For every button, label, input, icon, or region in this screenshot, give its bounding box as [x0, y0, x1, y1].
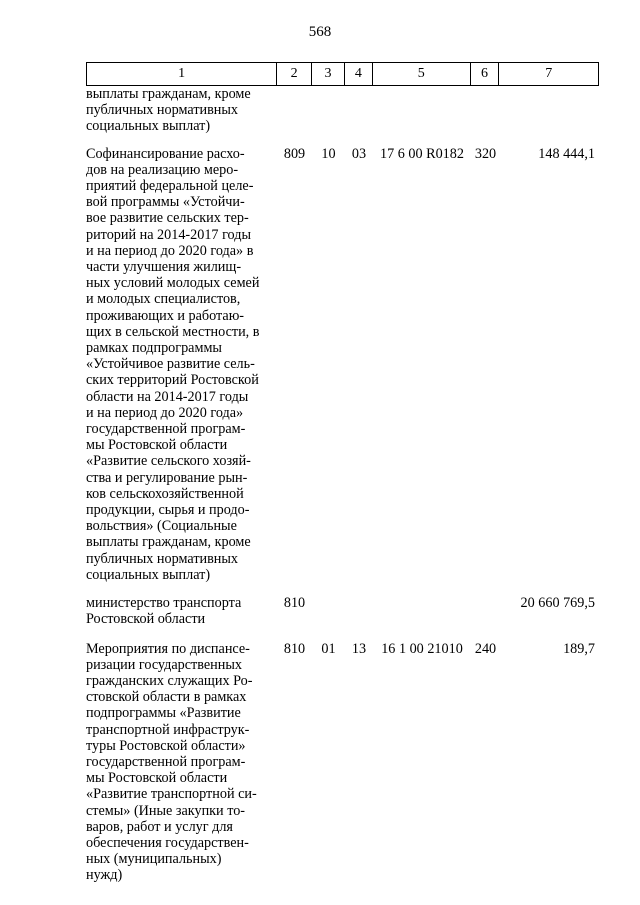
table-body [86, 86, 599, 884]
description-line: обеспечения государствен- [86, 834, 249, 851]
cell-c2: 810 [283, 595, 306, 612]
description-line: туры Ростовской области» [86, 737, 246, 754]
row-description [86, 595, 277, 627]
description-line: приятий федеральной целе- [86, 178, 254, 195]
description-line: риторий на 2014-2017 годы [86, 226, 251, 243]
description-line: социальных выплат) [86, 118, 211, 135]
description-line: и на период до 2020 года» в [86, 242, 254, 259]
description-line: транспортной инфраструк- [86, 721, 250, 738]
description-line: вольствия» (Социальные [86, 518, 237, 535]
cell-c6: 240 [474, 640, 497, 657]
description-line: и молодых специалистов, [86, 291, 241, 308]
row-description [86, 146, 277, 583]
description-line: вое развитие сельских тер- [86, 210, 249, 227]
header-cell: 4 [345, 63, 373, 85]
description-line: дов на реализацию меро- [86, 161, 239, 178]
table-row [86, 146, 599, 583]
cell-c2 [277, 86, 312, 135]
cell-c4: 03 [351, 145, 367, 162]
description-line: Ростовской области [86, 611, 206, 628]
table-header [86, 62, 599, 86]
header-cell: 7 [545, 66, 553, 81]
description-line: ских территорий Ростовской [86, 372, 259, 389]
cell-c6 [471, 86, 500, 135]
description-line: нужд) [86, 867, 123, 884]
description-line: части улучшения жилищ- [86, 259, 242, 276]
description-line: министерство транспорта [86, 595, 242, 612]
description-line: Мероприятия по диспансе- [86, 640, 250, 657]
description-line: ков сельскохозяйственной [86, 485, 244, 502]
description-line: публичных нормативных [86, 550, 239, 567]
description-line: социальных выплат) [86, 566, 211, 583]
cell-c2: 809 [283, 145, 306, 162]
row-description [86, 641, 277, 884]
description-line: стемы» (Иные закупки то- [86, 802, 246, 819]
cell-c5: 17 6 00 R0182 [380, 145, 464, 162]
description-line: продукции, сырья и продо- [86, 502, 250, 519]
description-line: «Развитие сельского хозяй- [86, 453, 251, 470]
description-line: стовской области в рамках [86, 689, 247, 706]
description-line: и на период до 2020 года» [86, 404, 244, 421]
description-line: гражданских служащих Ро- [86, 672, 253, 689]
cell-c7 [500, 86, 599, 135]
description-line: ных (муниципальных) [86, 851, 222, 868]
description-line: Софинансирование расхо- [86, 145, 245, 162]
cell-c2: 810 [283, 640, 306, 657]
description-line: проживающих и работаю- [86, 307, 245, 324]
page-number: 568 [308, 24, 332, 40]
cell-c5: 16 1 00 21010 [381, 640, 463, 657]
cell-c3: 10 [321, 145, 336, 162]
description-line: варов, работ и услуг для [86, 818, 233, 835]
description-line: области на 2014-2017 годы [86, 388, 249, 405]
table-row [86, 86, 599, 135]
table-row [86, 595, 599, 627]
description-line: мы Ростовской области [86, 770, 228, 787]
description-line: мы Ростовской области [86, 437, 228, 454]
description-line: рамках подпрограммы [86, 340, 222, 357]
cell-c6 [471, 595, 500, 627]
cell-c5 [373, 86, 471, 135]
description-line: ных условий молодых семей [86, 275, 260, 292]
cell-c4 [345, 86, 373, 135]
cell-c7: 20 660 769,5 [520, 595, 595, 612]
cell-c3 [312, 595, 345, 627]
header-cell: 6 [471, 63, 500, 85]
description-line: публичных нормативных [86, 102, 239, 119]
description-line: государственной програм- [86, 753, 246, 770]
description-line: подпрограммы «Развитие [86, 705, 241, 722]
cell-c7: 189,7 [563, 640, 595, 657]
cell-c6: 320 [474, 145, 497, 162]
description-line: выплаты гражданам, кроме [86, 86, 251, 102]
header-cell: 5 [373, 63, 471, 85]
description-line: «Развитие транспортной си- [86, 786, 257, 803]
cell-c4 [345, 595, 373, 627]
table-row [86, 641, 599, 884]
header-cell: 2 [277, 63, 312, 85]
header-cell: 3 [312, 63, 345, 85]
cell-c5 [373, 595, 471, 627]
description-line: выплаты гражданам, кроме [86, 534, 251, 551]
cell-c3: 01 [321, 640, 336, 657]
description-line: щих в сельской местности, в [86, 323, 260, 340]
description-line: вой программы «Устойчи- [86, 194, 245, 211]
header-cell: 1 [87, 63, 277, 85]
description-line: ства и регулирование рын- [86, 469, 248, 486]
cell-c3 [312, 86, 345, 135]
description-line: государственной програм- [86, 421, 246, 438]
row-description [86, 86, 277, 135]
cell-c7: 148 444,1 [538, 145, 595, 162]
cell-c4: 13 [351, 640, 367, 657]
description-line: ризации государственных [86, 656, 242, 673]
description-line: «Устойчивое развитие сель- [86, 356, 255, 373]
